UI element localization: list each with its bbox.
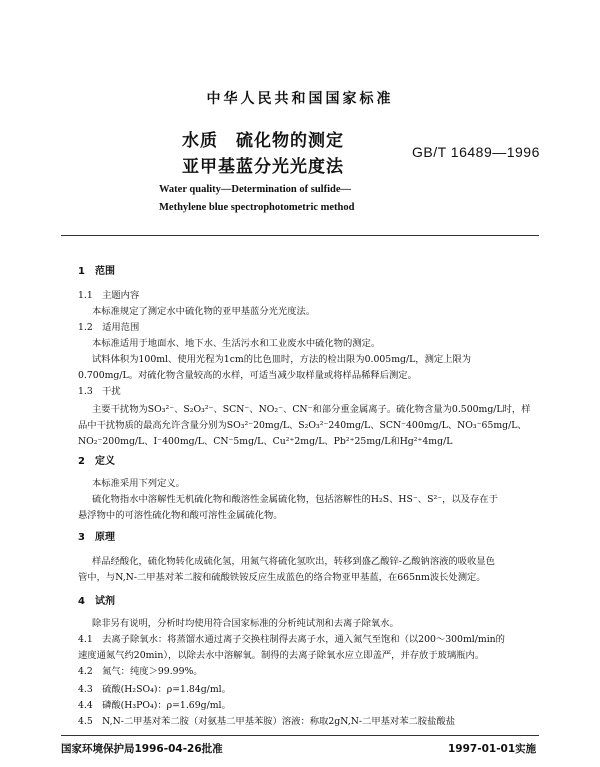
paragraph-line: 4.3 硫酸(H₂SO₄)：ρ=1.84g/ml。 [78, 684, 231, 695]
paragraph-line: 品中干扰物质的最高允许含量分别为SO₃²⁻20mg/L、S₂O₃²⁻240mg/L、SCN⁻400mg/L、NO₃⁻65mg/L、 [78, 420, 527, 431]
paragraph-line: 管中，与N,N-二甲基对苯二胺和硫酸铁铵反应生成蓝色的络合物亚甲基蓝，在665nm波长处测定。 [78, 572, 486, 583]
title-en-line1: Water quality—Determination of sulfide— [159, 184, 352, 195]
paragraph-line: 硫化物指水中溶解性无机硫化物和酸溶性金属硫化物，包括溶解性的H₂S、HS⁻、S²⁻，以及存在于 [92, 494, 498, 505]
section-heading: 3 原理 [78, 532, 115, 543]
title-en-line2: Methylene blue spectrophotometric method [159, 202, 355, 213]
paragraph-line: 本标准适用于地面水、地下水、生活污水和工业废水中硫化物的测定。 [92, 338, 381, 349]
paragraph-line: 4.2 氮气：纯度＞99.99%。 [78, 666, 203, 677]
section-heading: 1 范围 [78, 266, 115, 277]
subsection-heading: 1.1 主题内容 [78, 290, 140, 301]
paragraph-line: 样品经酸化，硫化物转化成硫化氢，用氮气将硫化氢吹出，转移到盛乙酸锌-乙酸钠溶液的吸收显色 [92, 556, 495, 567]
paragraph-line: 本标准采用下列定义。 [92, 478, 185, 489]
paragraph-line: 本标准规定了测定水中硫化物的亚甲基蓝分光光度法。 [92, 306, 316, 317]
paragraph-line: 4.5 N,N-二甲基对苯二胺（对氨基二甲基苯胺）溶液：称取2gN,N-二甲基对苯二胺盐酸盐 [78, 716, 455, 727]
section-heading: 2 定义 [78, 456, 115, 467]
paragraph-line: 4.1 去离子除氧水：将蒸馏水通过离子交换柱制得去离子水，通入氮气至饱和（以200～300ml/min的 [78, 634, 505, 645]
standard-number: GB/T 16489—1996 [412, 144, 540, 160]
paragraph-line: 试料体积为100ml、使用光程为1cm的比色皿时，方法的检出限为0.005mg/L，测定上限为 [92, 354, 472, 365]
footer-rule [61, 735, 539, 736]
paragraph-line: NO₂⁻200mg/L、I⁻400mg/L、CN⁻5mg/L、Cu²⁺2mg/L、Pb²⁺25mg/L和Hg²⁺4mg/L [78, 436, 453, 447]
paragraph-line: 0.700mg/L。对硫化物含量较高的水样，可适当减少取样量或将样品稀释后测定。 [78, 370, 417, 381]
approval-line: 国家环境保护局1996-04-26批准 [61, 743, 223, 755]
paragraph-line: 悬浮物中的可溶性硫化物和酸可溶性金属硫化物。 [78, 510, 283, 521]
implementation-date: 1997-01-01实施 [448, 743, 537, 755]
national-standard-heading: 中华人民共和国国家标准 [206, 91, 394, 107]
section-heading: 4 试剂 [78, 596, 115, 607]
paragraph-line: 速度通氮气约20min），以除去水中溶解氧。制得的去离子除氧水应立即盖严，并存放于玻璃瓶内。 [78, 650, 485, 661]
paragraph-line: 主要干扰物为SO₃²⁻、S₂O₃²⁻、SCN⁻、NO₂⁻、CN⁻和部分重金属离子。硫化物含量为0.500mg/L时，样 [92, 404, 531, 415]
subsection-heading: 1.2 适用范围 [78, 322, 140, 333]
title-cn-line1: 水质 硫化物的测定 [182, 131, 344, 151]
paragraph-line: 除非另有说明，分析时均使用符合国家标准的分析纯试剂和去离子除氧水。 [92, 618, 399, 629]
title-cn-line2: 亚甲基蓝分光光度法 [182, 157, 344, 177]
subsection-heading: 1.3 干扰 [78, 386, 121, 397]
paragraph-line: 4.4 磷酸(H₃PO₄)：ρ=1.69g/ml。 [78, 700, 231, 711]
